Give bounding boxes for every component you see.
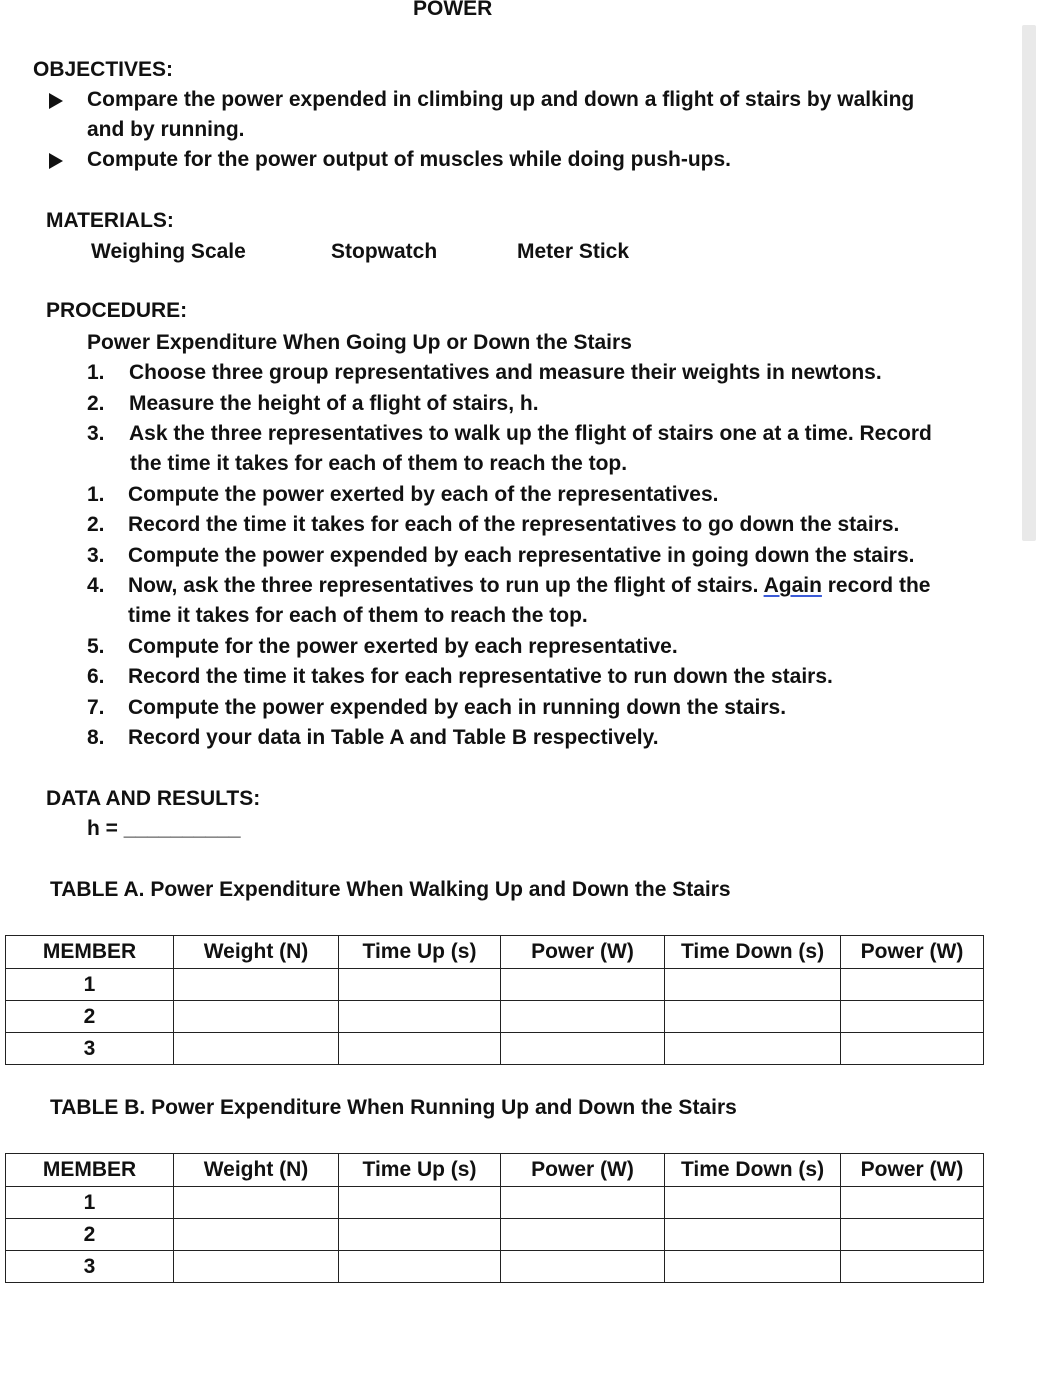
member-cell: 3 (6, 1033, 174, 1065)
table-cell[interactable] (841, 1001, 984, 1033)
table-row (6, 969, 984, 1001)
step-text-continued: time it takes for each of them to reach the top. (128, 604, 588, 627)
table-row (6, 1219, 984, 1251)
table-cell[interactable] (665, 969, 841, 1001)
step-text-part: record the (821, 574, 931, 597)
procedure-subheading: Power Expenditure When Going Up or Down the Stairs (87, 331, 632, 354)
step-text: Compute for the power exerted by each representative. (128, 635, 678, 658)
table-cell[interactable] (501, 1251, 665, 1283)
step-text (128, 571, 930, 601)
step-number: 3. (87, 422, 105, 445)
table-cell[interactable] (501, 969, 665, 1001)
height-field (87, 814, 241, 844)
objective-2: Compute for the power output of muscles while doing push-ups. (87, 148, 731, 171)
table-cell[interactable] (665, 1001, 841, 1033)
procedure-heading: PROCEDURE: (46, 299, 188, 322)
data-results-heading: DATA AND RESULTS: (46, 787, 261, 810)
table-row (6, 1251, 984, 1283)
step-number: 2. (87, 513, 105, 536)
table-cell[interactable] (841, 1251, 984, 1283)
column-header: Time Up (s) (339, 936, 501, 969)
step-text-part: Now, ask the three representatives to run up the flight of stairs. (128, 574, 764, 597)
column-header: Weight (N) (174, 1154, 339, 1187)
table-cell[interactable] (339, 1001, 501, 1033)
column-header: Time Down (s) (665, 1154, 841, 1187)
table-cell[interactable] (841, 969, 984, 1001)
material-item: Weighing Scale (91, 240, 246, 263)
step-text: Compute the power expended by each in running down the stairs. (128, 696, 787, 719)
step-number: 7. (87, 696, 105, 719)
objective-1-line2: and by running. (87, 118, 245, 141)
table-cell[interactable] (174, 1033, 339, 1065)
table-cell[interactable] (841, 1187, 984, 1219)
table-cell[interactable] (665, 1187, 841, 1219)
materials-heading: MATERIALS: (46, 209, 174, 232)
column-header: Power (W) (501, 1154, 665, 1187)
member-cell: 2 (6, 1001, 174, 1033)
step-number: 3. (87, 544, 105, 567)
column-header: Power (W) (841, 936, 984, 969)
scrollbar[interactable] (1022, 25, 1036, 541)
material-item: Stopwatch (331, 240, 438, 263)
table-header-row (6, 936, 984, 969)
table-cell[interactable] (174, 969, 339, 1001)
step-text: Compute the power expended by each representative in going down the stairs. (128, 544, 915, 567)
column-header: Power (W) (501, 936, 665, 969)
column-header: Power (W) (841, 1154, 984, 1187)
height-label: h = (87, 817, 124, 840)
table-cell[interactable] (501, 1219, 665, 1251)
table-header-row (6, 1154, 984, 1187)
step-number: 2. (87, 392, 105, 415)
step-text: Compute the power exerted by each of the representatives. (128, 483, 719, 506)
height-blank: __________ (123, 817, 241, 840)
table-cell[interactable] (174, 1001, 339, 1033)
table-cell[interactable] (841, 1033, 984, 1065)
table-cell[interactable] (501, 1001, 665, 1033)
table-cell[interactable] (501, 1033, 665, 1065)
table-cell[interactable] (174, 1251, 339, 1283)
step-text: Record the time it takes for each representative to run down the stairs. (128, 665, 833, 688)
step-number: 4. (87, 574, 105, 597)
column-header: Time Down (s) (665, 936, 841, 969)
table-cell[interactable] (841, 1219, 984, 1251)
table-cell[interactable] (174, 1187, 339, 1219)
table-cell[interactable] (665, 1251, 841, 1283)
step-number: 5. (87, 635, 105, 658)
column-header: Weight (N) (174, 936, 339, 969)
step-number: 1. (87, 361, 105, 384)
step-text: Record the time it takes for each of the representatives to go down the stairs. (128, 513, 900, 536)
table-row (6, 1033, 984, 1065)
step-number: 8. (87, 726, 105, 749)
column-header: MEMBER (6, 936, 174, 969)
step-number: 6. (87, 665, 105, 688)
objective-1-line1: Compare the power expended in climbing up and down a flight of stairs by walking (87, 88, 915, 111)
member-cell: 1 (6, 969, 174, 1001)
table-cell[interactable] (665, 1033, 841, 1065)
step-text: Ask the three representatives to walk up the flight of stairs one at a time. Record (129, 422, 932, 445)
arrow-bullet-icon (49, 93, 63, 109)
table-cell[interactable] (339, 1033, 501, 1065)
table-cell[interactable] (339, 1251, 501, 1283)
table-a (5, 935, 984, 1065)
table-cell[interactable] (174, 1219, 339, 1251)
column-header: MEMBER (6, 1154, 174, 1187)
spellcheck-underlined-word: Again (763, 574, 822, 597)
table-b (5, 1153, 984, 1283)
table-cell[interactable] (665, 1219, 841, 1251)
table-row (6, 1001, 984, 1033)
step-text: Record your data in Table A and Table B respectively. (128, 726, 659, 749)
table-cell[interactable] (339, 1219, 501, 1251)
objectives-heading: OBJECTIVES: (33, 58, 174, 81)
material-item: Meter Stick (517, 240, 630, 263)
arrow-bullet-icon (49, 153, 63, 169)
step-text: Measure the height of a flight of stairs, h. (129, 392, 539, 415)
table-cell[interactable] (339, 1187, 501, 1219)
step-text-continued: the time it takes for each of them to reach the top. (130, 452, 628, 475)
table-b-caption: TABLE B. Power Expenditure When Running Up and Down the Stairs (50, 1096, 737, 1119)
member-cell: 2 (6, 1219, 174, 1251)
member-cell: 3 (6, 1251, 174, 1283)
page-title: POWER (413, 0, 493, 20)
table-cell[interactable] (501, 1187, 665, 1219)
column-header: Time Up (s) (339, 1154, 501, 1187)
step-text: Choose three group representatives and measure their weights in newtons. (129, 361, 882, 384)
table-row (6, 1187, 984, 1219)
table-a-caption: TABLE A. Power Expenditure When Walking Up and Down the Stairs (50, 878, 731, 901)
table-cell[interactable] (339, 969, 501, 1001)
member-cell: 1 (6, 1187, 174, 1219)
step-number: 1. (87, 483, 105, 506)
